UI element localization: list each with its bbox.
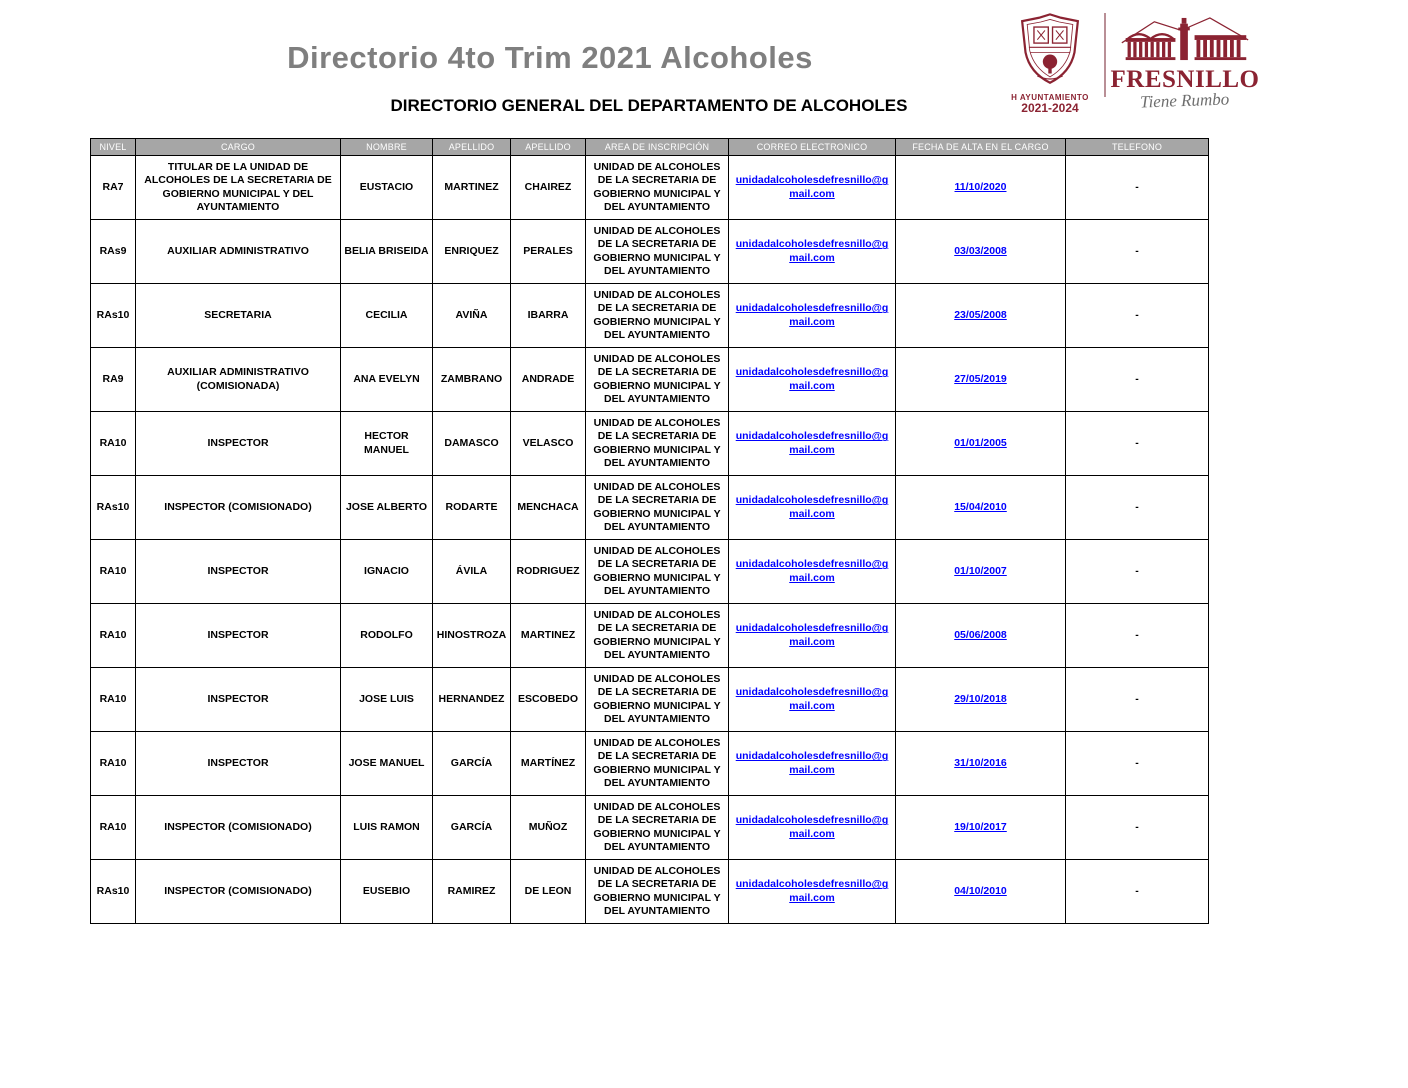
header-telefono: TELEFONO (1066, 139, 1209, 156)
page-subtitle: DIRECTORIO GENERAL DEL DEPARTAMENTO DE ALCOHOLES (390, 96, 908, 115)
cell-correo (729, 732, 896, 796)
table-row (91, 220, 1209, 284)
cell-apellido1: HINOSTROZA (433, 604, 511, 668)
cell-fecha (896, 156, 1066, 220)
crest-caption-line2: 2021-2024 (1021, 100, 1079, 115)
cell-apellido1: ÁVILA (433, 540, 511, 604)
cell-cargo: INSPECTOR (COMISIONADO) (136, 476, 341, 540)
date-link[interactable]: 05/06/2008 (954, 628, 1007, 641)
email-link[interactable]: unidadalcoholesdefresnillo@gmail.com (735, 302, 889, 328)
table-header-row (91, 139, 1209, 156)
cell-telefono: - (1066, 156, 1209, 220)
brand-block (1110, 14, 1260, 112)
cell-area: UNIDAD DE ALCOHOLES DE LA SECRETARIA DE GOBIERNO MUNICIPAL Y DEL AYUNTAMIENTO (586, 476, 729, 540)
cell-cargo: AUXILIAR ADMINISTRATIVO (136, 220, 341, 284)
email-link[interactable]: unidadalcoholesdefresnillo@gmail.com (735, 750, 889, 776)
cell-nombre: EUSTACIO (341, 156, 433, 220)
email-link[interactable]: unidadalcoholesdefresnillo@gmail.com (735, 430, 889, 456)
cell-nombre: JOSE LUIS (341, 668, 433, 732)
cell-apellido1: ENRIQUEZ (433, 220, 511, 284)
cell-fecha (896, 220, 1066, 284)
table-row (91, 156, 1209, 220)
cell-cargo: AUXILIAR ADMINISTRATIVO (COMISIONADA) (136, 348, 341, 412)
cell-nombre: RODOLFO (341, 604, 433, 668)
cell-correo (729, 668, 896, 732)
cell-area: UNIDAD DE ALCOHOLES DE LA SECRETARIA DE GOBIERNO MUNICIPAL Y DEL AYUNTAMIENTO (586, 860, 729, 924)
cell-telefono: - (1066, 284, 1209, 348)
table-row (91, 604, 1209, 668)
cell-correo (729, 540, 896, 604)
table-row (91, 348, 1209, 412)
date-link[interactable]: 23/05/2008 (954, 308, 1007, 321)
table-row (91, 796, 1209, 860)
cell-correo (729, 476, 896, 540)
cell-fecha (896, 476, 1066, 540)
cell-cargo: INSPECTOR (136, 540, 341, 604)
cell-apellido1: RODARTE (433, 476, 511, 540)
logo-divider (1104, 13, 1106, 97)
cell-telefono: - (1066, 604, 1209, 668)
table-body (91, 156, 1209, 924)
cell-apellido1: RAMIREZ (433, 860, 511, 924)
cell-telefono: - (1066, 860, 1209, 924)
cell-correo (729, 860, 896, 924)
cell-correo (729, 348, 896, 412)
cell-correo (729, 412, 896, 476)
header-correo: CORREO ELECTRONICO (729, 139, 896, 156)
cell-nombre: LUIS RAMON (341, 796, 433, 860)
cell-nivel: RA10 (91, 732, 136, 796)
crest-block (1002, 10, 1098, 115)
email-link[interactable]: unidadalcoholesdefresnillo@gmail.com (735, 878, 889, 904)
cell-nivel: RAs10 (91, 284, 136, 348)
cell-apellido2: PERALES (511, 220, 586, 284)
cell-fecha (896, 668, 1066, 732)
cell-telefono: - (1066, 220, 1209, 284)
cell-apellido1: GARCÍA (433, 732, 511, 796)
cell-telefono: - (1066, 412, 1209, 476)
table-row (91, 284, 1209, 348)
cell-nombre: EUSEBIO (341, 860, 433, 924)
crest-caption-line1: H AYUNTAMIENTO (1011, 92, 1089, 102)
cell-apellido2: MUÑOZ (511, 796, 586, 860)
email-link[interactable]: unidadalcoholesdefresnillo@gmail.com (735, 494, 889, 520)
email-link[interactable]: unidadalcoholesdefresnillo@gmail.com (735, 558, 889, 584)
cell-telefono: - (1066, 732, 1209, 796)
cell-cargo: INSPECTOR (136, 412, 341, 476)
cell-apellido1: GARCÍA (433, 796, 511, 860)
cell-area: UNIDAD DE ALCOHOLES DE LA SECRETARIA DE GOBIERNO MUNICIPAL Y DEL AYUNTAMIENTO (586, 668, 729, 732)
cell-fecha (896, 348, 1066, 412)
cell-apellido2: RODRIGUEZ (511, 540, 586, 604)
table-row (91, 668, 1209, 732)
cell-telefono: - (1066, 540, 1209, 604)
cell-fecha (896, 284, 1066, 348)
email-link[interactable]: unidadalcoholesdefresnillo@gmail.com (735, 238, 889, 264)
crest-caption (1011, 94, 1089, 115)
header-nombre: NOMBRE (341, 139, 433, 156)
cell-apellido2: IBARRA (511, 284, 586, 348)
cell-nombre: CECILIA (341, 284, 433, 348)
header-apellido1: APELLIDO (433, 139, 511, 156)
cell-nivel: RAs10 (91, 860, 136, 924)
table-row (91, 412, 1209, 476)
cell-area: UNIDAD DE ALCOHOLES DE LA SECRETARIA DE GOBIERNO MUNICIPAL Y DEL AYUNTAMIENTO (586, 604, 729, 668)
directory-table (90, 138, 1209, 924)
date-link[interactable]: 01/01/2005 (954, 436, 1007, 449)
table-row (91, 476, 1209, 540)
cell-apellido2: VELASCO (511, 412, 586, 476)
cell-telefono: - (1066, 796, 1209, 860)
cell-telefono: - (1066, 668, 1209, 732)
cell-fecha (896, 796, 1066, 860)
email-link[interactable]: unidadalcoholesdefresnillo@gmail.com (735, 366, 889, 392)
date-link[interactable]: 04/10/2010 (954, 884, 1007, 897)
cell-nombre: IGNACIO (341, 540, 433, 604)
cell-correo (729, 220, 896, 284)
cell-nivel: RA10 (91, 412, 136, 476)
email-link[interactable]: unidadalcoholesdefresnillo@gmail.com (735, 622, 889, 648)
cell-telefono: - (1066, 476, 1209, 540)
cell-area: UNIDAD DE ALCOHOLES DE LA SECRETARIA DE GOBIERNO MUNICIPAL Y DEL AYUNTAMIENTO (586, 348, 729, 412)
cell-fecha (896, 732, 1066, 796)
cell-fecha (896, 540, 1066, 604)
cell-cargo: INSPECTOR (136, 604, 341, 668)
cell-telefono: - (1066, 348, 1209, 412)
email-link[interactable]: unidadalcoholesdefresnillo@gmail.com (735, 686, 889, 712)
cell-fecha (896, 604, 1066, 668)
header-nivel: NIVEL (91, 139, 136, 156)
date-link[interactable]: 15/04/2010 (954, 500, 1007, 513)
date-link[interactable]: 29/10/2018 (954, 692, 1007, 705)
email-link[interactable]: unidadalcoholesdefresnillo@gmail.com (735, 814, 889, 840)
cell-nivel: RA10 (91, 604, 136, 668)
cell-nombre: BELIA BRISEIDA (341, 220, 433, 284)
cell-correo (729, 156, 896, 220)
header-fecha: FECHA DE ALTA EN EL CARGO (896, 139, 1066, 156)
table-row (91, 732, 1209, 796)
cell-cargo: INSPECTOR (COMISIONADO) (136, 860, 341, 924)
cell-nivel: RA9 (91, 348, 136, 412)
header-apellido2: APELLIDO (511, 139, 586, 156)
cell-nivel: RA10 (91, 796, 136, 860)
cell-apellido2: ESCOBEDO (511, 668, 586, 732)
brand-tagline: Tiene Rumbo (1140, 89, 1230, 112)
email-link[interactable]: unidadalcoholesdefresnillo@gmail.com (735, 174, 889, 200)
page-title: Directorio 4to Trim 2021 Alcoholes (287, 40, 813, 75)
cell-fecha (896, 860, 1066, 924)
cell-cargo: INSPECTOR (136, 732, 341, 796)
date-link[interactable]: 19/10/2017 (954, 820, 1007, 833)
cell-correo (729, 604, 896, 668)
cell-area: UNIDAD DE ALCOHOLES DE LA SECRETARIA DE GOBIERNO MUNICIPAL Y DEL AYUNTAMIENTO (586, 732, 729, 796)
cell-apellido1: MARTINEZ (433, 156, 511, 220)
brand-name: FRESNILLO (1110, 65, 1260, 93)
cell-nivel: RA7 (91, 156, 136, 220)
cell-cargo: TITULAR DE LA UNIDAD DE ALCOHOLES DE LA SECRETARIA DE GOBIERNO MUNICIPAL Y DEL AYUNTAMIENTO (136, 156, 341, 220)
header-area: AREA DE INSCRIPCIÓN (586, 139, 729, 156)
cell-nivel: RAs10 (91, 476, 136, 540)
cell-cargo: SECRETARIA (136, 284, 341, 348)
cell-apellido2: MARTÍNEZ (511, 732, 586, 796)
cell-area: UNIDAD DE ALCOHOLES DE LA SECRETARIA DE GOBIERNO MUNICIPAL Y DEL AYUNTAMIENTO (586, 540, 729, 604)
cell-area: UNIDAD DE ALCOHOLES DE LA SECRETARIA DE GOBIERNO MUNICIPAL Y DEL AYUNTAMIENTO (586, 220, 729, 284)
cell-apellido2: CHAIREZ (511, 156, 586, 220)
cell-apellido2: MARTINEZ (511, 604, 586, 668)
municipality-logo (1002, 10, 1258, 114)
cell-nombre: ANA EVELYN (341, 348, 433, 412)
cell-apellido1: DAMASCO (433, 412, 511, 476)
cell-nombre: JOSE MANUEL (341, 732, 433, 796)
table-row (91, 540, 1209, 604)
date-link[interactable]: 27/05/2019 (954, 372, 1007, 385)
header-cargo: CARGO (136, 139, 341, 156)
cell-apellido2: DE LEON (511, 860, 586, 924)
cell-apellido1: AVIÑA (433, 284, 511, 348)
cell-apellido1: HERNANDEZ (433, 668, 511, 732)
date-link[interactable]: 03/03/2008 (954, 244, 1007, 257)
cell-cargo: INSPECTOR (136, 668, 341, 732)
date-link[interactable]: 11/10/2020 (954, 180, 1007, 193)
cell-nombre: HECTOR MANUEL (341, 412, 433, 476)
table-row (91, 860, 1209, 924)
cell-cargo: INSPECTOR (COMISIONADO) (136, 796, 341, 860)
cell-area: UNIDAD DE ALCOHOLES DE LA SECRETARIA DE GOBIERNO MUNICIPAL Y DEL AYUNTAMIENTO (586, 156, 729, 220)
cell-correo (729, 284, 896, 348)
cell-apellido1: ZAMBRANO (433, 348, 511, 412)
cell-apellido2: MENCHACA (511, 476, 586, 540)
cell-area: UNIDAD DE ALCOHOLES DE LA SECRETARIA DE GOBIERNO MUNICIPAL Y DEL AYUNTAMIENTO (586, 284, 729, 348)
cell-area: UNIDAD DE ALCOHOLES DE LA SECRETARIA DE GOBIERNO MUNICIPAL Y DEL AYUNTAMIENTO (586, 796, 729, 860)
date-link[interactable]: 01/10/2007 (954, 564, 1007, 577)
cell-nivel: RA10 (91, 540, 136, 604)
cell-nivel: RAs9 (91, 220, 136, 284)
cell-nombre: JOSE ALBERTO (341, 476, 433, 540)
date-link[interactable]: 31/10/2016 (954, 756, 1007, 769)
fresnillo-skyline-icon (1118, 14, 1252, 69)
city-crest-icon (1012, 10, 1088, 93)
cell-apellido2: ANDRADE (511, 348, 586, 412)
cell-correo (729, 796, 896, 860)
cell-fecha (896, 412, 1066, 476)
cell-nivel: RA10 (91, 668, 136, 732)
cell-area: UNIDAD DE ALCOHOLES DE LA SECRETARIA DE GOBIERNO MUNICIPAL Y DEL AYUNTAMIENTO (586, 412, 729, 476)
